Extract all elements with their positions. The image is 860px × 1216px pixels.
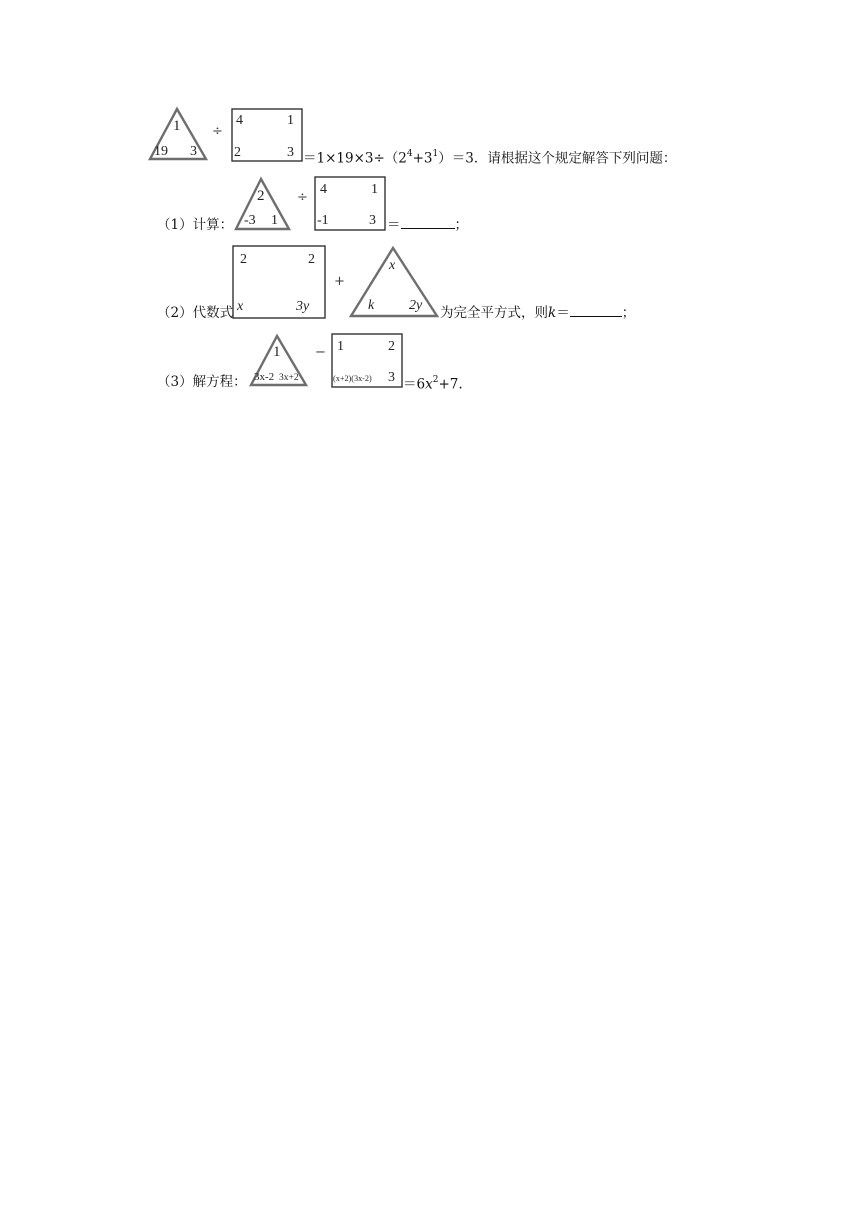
triangle-right-value: 3 [190, 144, 197, 159]
box-bottom-right-value: 3 [388, 370, 395, 385]
q1-answer [387, 215, 468, 234]
q2-box-figure [232, 245, 326, 319]
box-top-right-value: 1 [371, 182, 378, 197]
q3-eq-prefix: ＝6 [403, 376, 426, 393]
intro-eq-exp1: 4 [406, 149, 413, 159]
q2-answer-blank[interactable] [570, 303, 622, 317]
box-top-right-value: 2 [308, 252, 315, 267]
triangle-left-value: k [368, 298, 375, 313]
q3-eq-suffix: +7. [438, 376, 463, 393]
triangle-right-value: 1 [271, 213, 278, 228]
box-bottom-left-value: x [237, 299, 244, 314]
q3-box-figure [331, 333, 403, 388]
q1-label: （1）计算： [157, 217, 234, 233]
intro-eq-mid: +3 [412, 150, 433, 167]
box-bottom-right-value: 3 [369, 213, 376, 228]
box-top-left-value: 1 [337, 339, 344, 354]
q3-eq-exp: 2 [432, 375, 439, 385]
box-top-left-value: 4 [236, 113, 243, 128]
q1-answer-blank[interactable] [401, 215, 455, 229]
intro-equation [303, 146, 676, 168]
box-top-left-value: 4 [320, 182, 327, 197]
q3-triangle-figure [248, 333, 310, 388]
q2-equals: ＝ [556, 305, 570, 321]
triangle-left-value: -3 [244, 213, 256, 228]
q1-box-figure [314, 176, 386, 231]
operator-divide: ÷ [297, 190, 308, 205]
q2-suffix-text: 为完全平方式，则 [440, 305, 548, 321]
q3-eq-var: x [425, 376, 433, 393]
box-bottom-right-value: 3y [296, 299, 310, 314]
intro-eq-exp2: 1 [432, 149, 439, 159]
triangle-top-value: 2 [257, 188, 265, 204]
q2-label: （2）代数式 [157, 305, 234, 321]
operator-plus: + [334, 274, 345, 289]
q3-label: （3）解方程： [157, 374, 247, 390]
q1-semicolon: ； [454, 217, 468, 233]
operator-minus: − [315, 345, 326, 360]
intro-triangle-figure [146, 106, 210, 162]
q3-equation [403, 372, 463, 394]
intro-box-figure [231, 108, 303, 162]
box-bottom-left-value: 2 [234, 145, 241, 160]
intro-eq-prefix: ＝1×19×3÷（2 [303, 150, 407, 167]
box-bottom-left-value: (x+2)(3x-2) [333, 374, 372, 383]
operator-divide: ÷ [212, 124, 223, 139]
triangle-left-value: 19 [154, 144, 168, 159]
triangle-top-value: 1 [173, 118, 181, 134]
q2-triangle-figure [348, 245, 440, 319]
q1-equals: ＝ [387, 217, 401, 233]
box-bottom-left-value: -1 [317, 213, 329, 228]
triangle-right-value: 2y [409, 298, 423, 313]
box-top-left-value: 2 [240, 252, 247, 267]
triangle-right-value: 3x+2 [279, 373, 299, 383]
box-bottom-right-value: 3 [287, 145, 294, 160]
intro-eq-suffix: ）＝3．请根据这个规定解答下列问题： [438, 150, 677, 167]
q2-semicolon: ； [621, 305, 636, 321]
box-top-right-value: 1 [287, 113, 294, 128]
triangle-left-value: 3x-2 [254, 371, 275, 383]
q2-suffix-var: k [548, 305, 557, 321]
box-top-right-value: 2 [388, 339, 395, 354]
triangle-top-value: 1 [273, 344, 281, 360]
q2-answer [440, 303, 635, 322]
q1-triangle-figure [233, 176, 293, 232]
triangle-top-value: x [389, 258, 396, 273]
